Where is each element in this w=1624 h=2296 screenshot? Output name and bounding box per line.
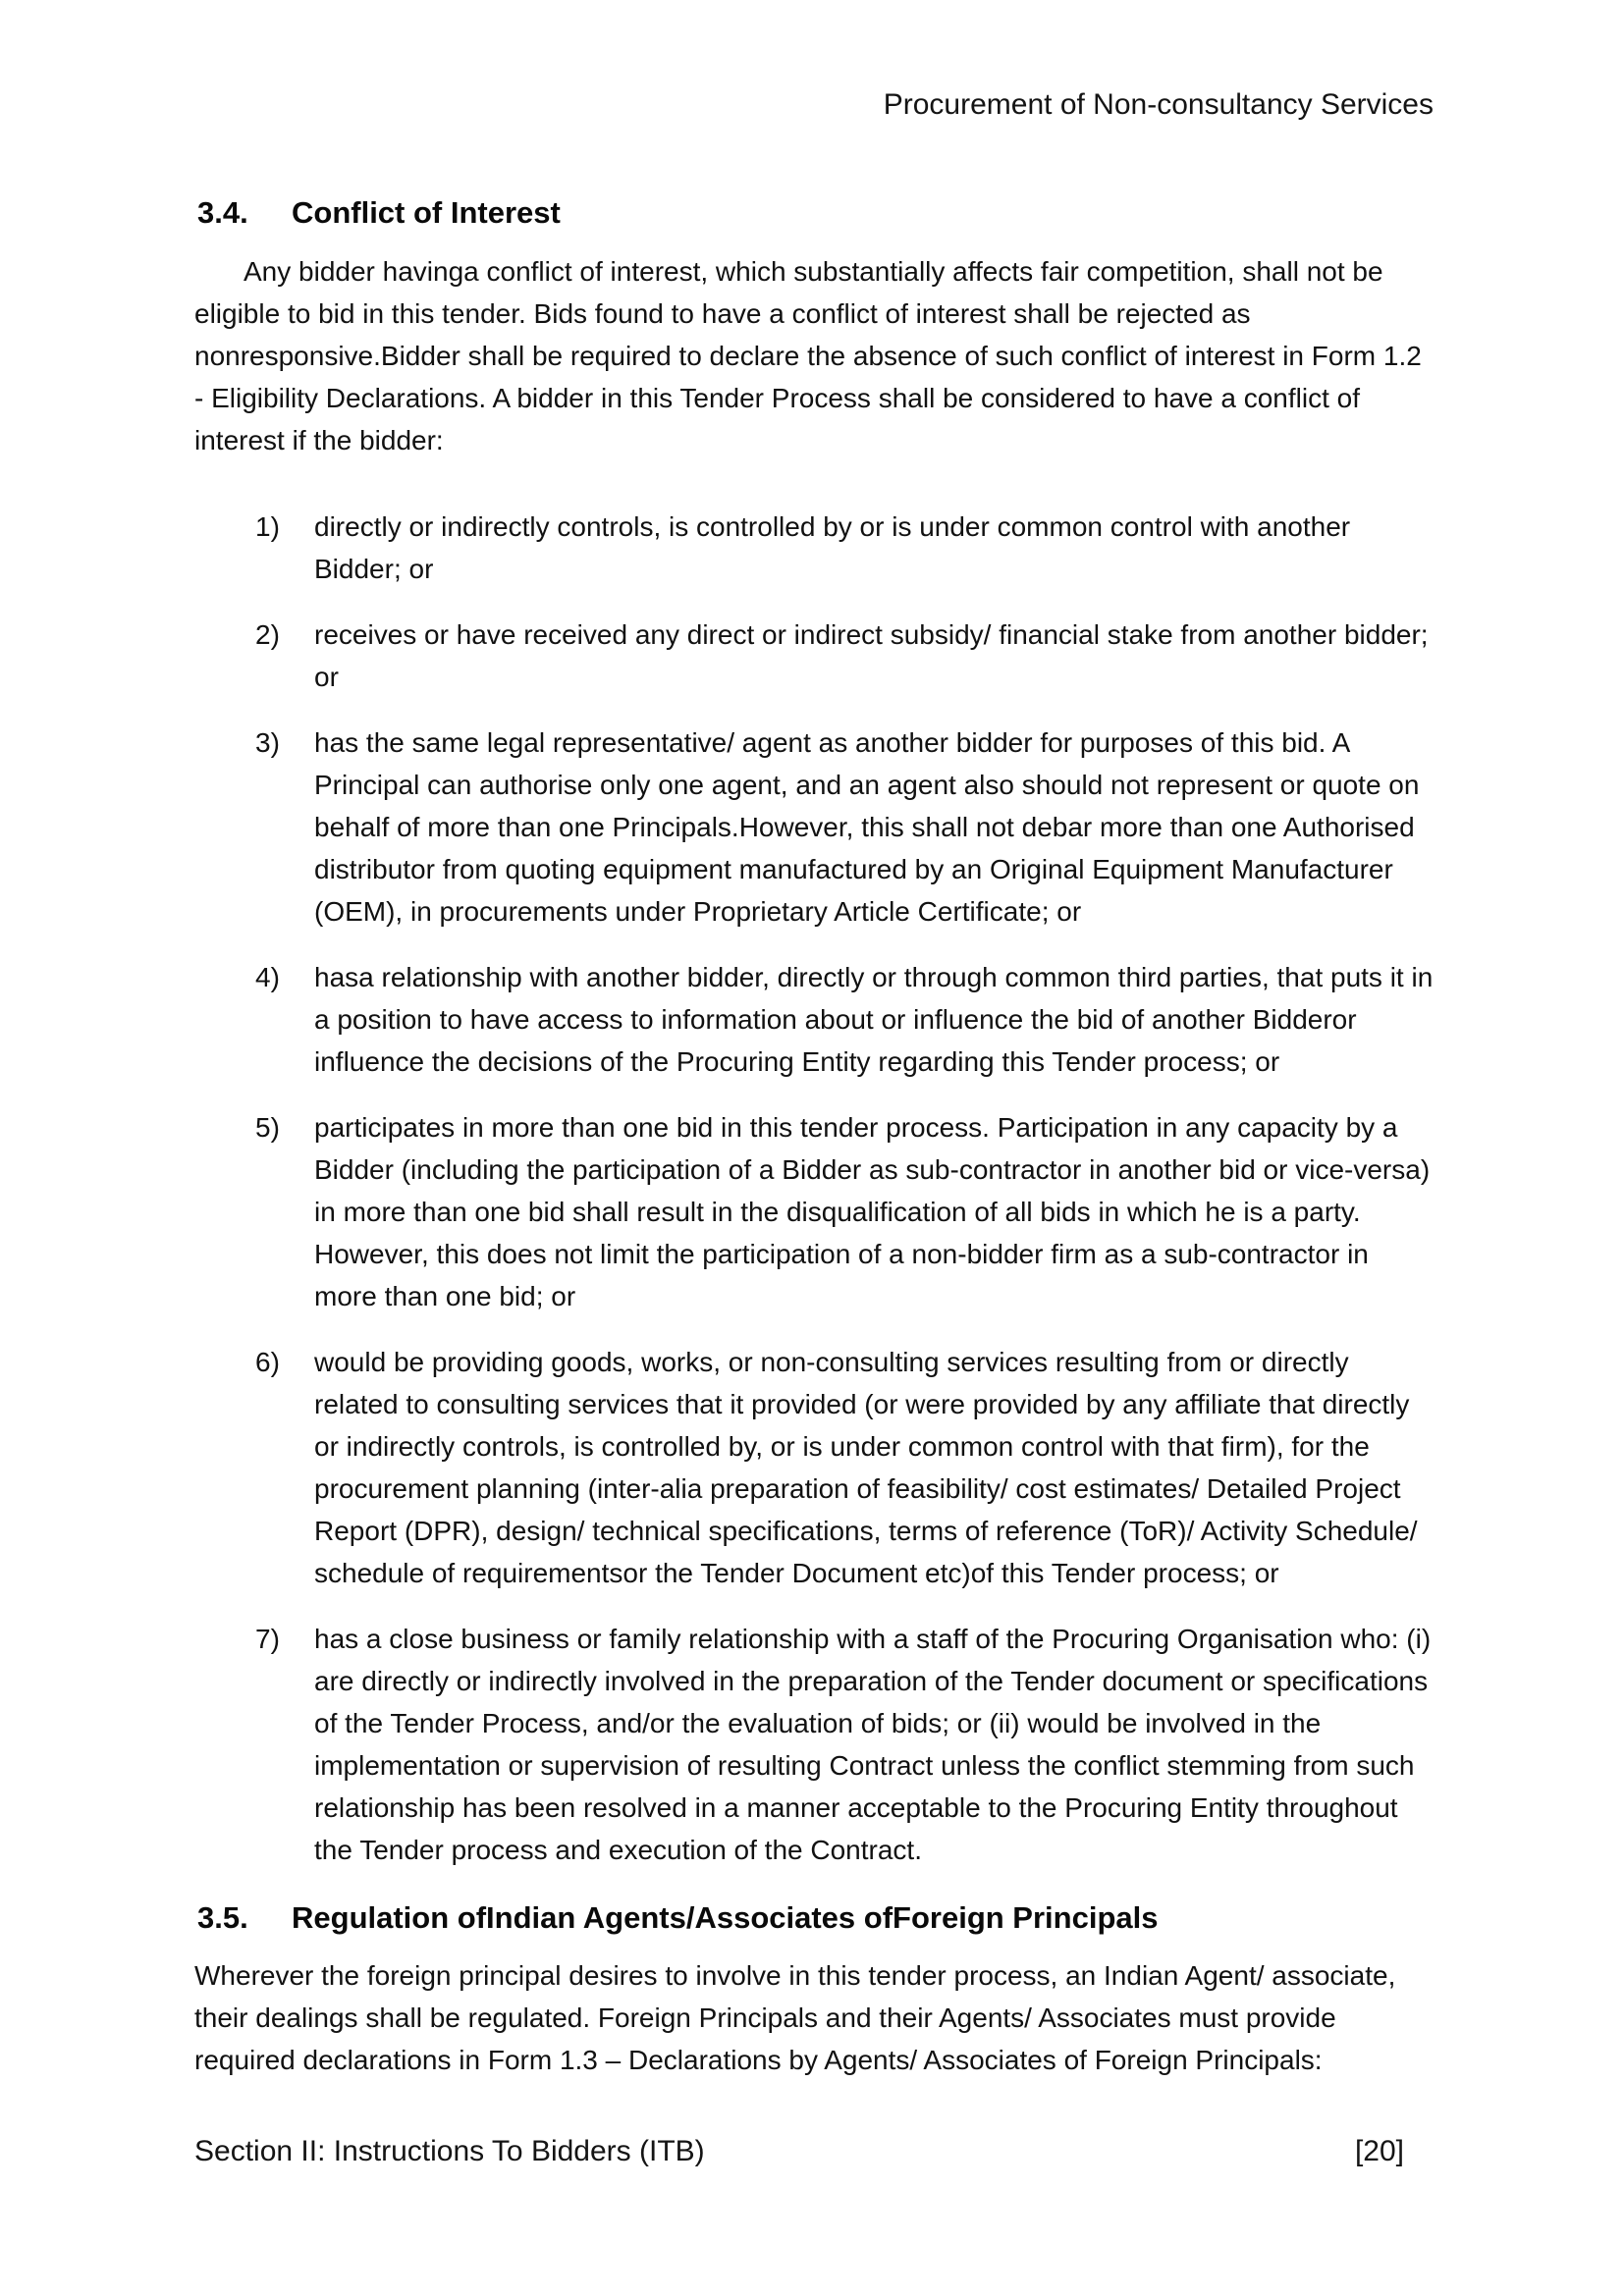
list-item [194,721,1434,933]
list-item [194,1618,1434,1871]
section-title: Conflict of Interest [292,195,561,230]
list-item-number: 3) [255,727,280,758]
running-header: Procurement of Non-consultancy Services [883,88,1434,121]
list-item [194,1106,1434,1317]
list-item-text: would be providing goods, works, or non-consulting services resulting from or directly related to consulting services that it provided (or were provided by any affiliate that directly or indirectly controls, is controlled by, or is under common control with that firm), for the procurement planning (inter-alia preparation of feasibility/ cost estimates/ Detailed Project Report (DPR), design/ technical specifications, terms of reference (ToR)/ Activity Schedule/ schedule of requirementsor the Tender Document etc)of this Tender process; or [314,1347,1418,1588]
list-item [194,956,1434,1083]
list-item [194,1341,1434,1594]
section-heading-3-4 [194,190,1434,236]
section-number: 3.4. [197,195,248,230]
section-number: 3.5. [197,1900,248,1935]
list-item-text: participates in more than one bid in this tender process. Participation in any capacity by a Bidder (including the participation of a Bidder as sub-contractor in another bid or vice-versa) in more than one bid shall result in the disqualification of all bids in which he is a party. However, this does not limit the participation of a non-bidder firm as a sub-contractor in more than one bid; or [314,1112,1431,1311]
section-title: Regulation ofIndian Agents/Associates ofForeign Principals [292,1900,1159,1935]
list-item-number: 6) [255,1347,280,1377]
page-footer [194,2133,1434,2170]
list-item-number: 1) [255,511,280,542]
list-item-text: directly or indirectly controls, is controlled by or is under common control with another Bidder; or [314,511,1351,584]
list-item-text: has the same legal representative/ agent as another bidder for purposes of this bid. A Principal can authorise only one agent, and an agent also should not represent or quote on behalf of more than one Principals.However, this shall not debar more than one Authorised distributor from quoting equipment manufactured by an Original Equipment Manufacturer (OEM), in procurements under Proprietary Article Certificate; or [314,727,1420,927]
conflict-of-interest-list [194,506,1434,1871]
list-item-number: 7) [255,1624,280,1654]
footer-section-label: Section II: Instructions To Bidders (ITB) [194,2135,705,2167]
section-3-4-intro-paragraph: Any bidder havinga conflict of interest, which substantially affects fair competition, shall not be eligible to bid in this tender. Bids found to have a conflict of interest shall be rejected as nonresponsive.Bidder shall be required to declare the absence of such conflict of interest in Form 1.2 - Eligibility Declarations. A bidder in this Tender Process shall be considered to have a conflict of interest if the bidder: [194,256,1422,455]
list-item-text: receives or have received any direct or indirect subsidy/ financial stake from another bidder; or [314,619,1429,692]
page-content [194,0,1434,2081]
list-item [194,506,1434,590]
footer-page-number: [20] [1354,2135,1404,2167]
section-3-5-intro-paragraph: Wherever the foreign principal desires to involve in this tender process, an Indian Agent/ associate, their dealings shall be regulated. Foreign Principals and their Agents/ Associates must provide required declarations in Form 1.3 – Declarations by Agents/ Associates of Foreign Principals: [194,1960,1396,2075]
list-item-text: has a close business or family relationship with a staff of the Procuring Organisation who: (i) are directly or indirectly involved in the preparation of the Tender document or specifications of the Tender Process, and/or the evaluation of bids; or (ii) would be involved in the implementation or supervision of resulting Contract unless the conflict stemming from such relationship has been resolved in a manner acceptable to the Procuring Entity throughout the Tender process and execution of the Contract. [314,1624,1432,1865]
list-item-number: 5) [255,1112,280,1143]
list-item-number: 4) [255,962,280,992]
section-heading-3-5 [194,1896,1434,1941]
list-item [194,614,1434,698]
list-item-text: hasa relationship with another bidder, directly or through common third parties, that puts it in a position to have access to information about or influence the bid of another Bidderor influence the decisions of the Procuring Entity regarding this Tender process; or [314,962,1434,1077]
list-item-number: 2) [255,619,280,650]
